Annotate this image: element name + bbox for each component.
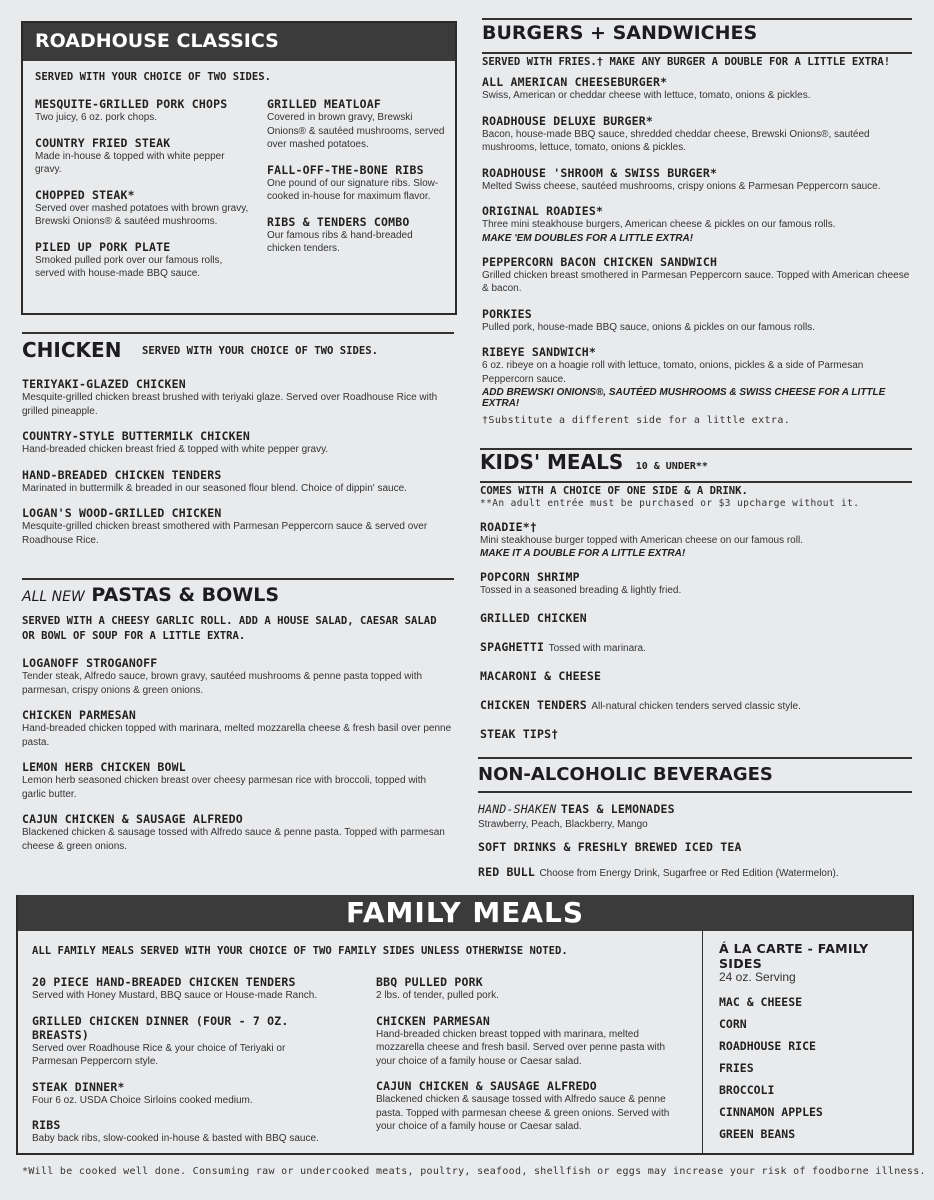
divider <box>482 18 912 20</box>
item-desc: Mesquite-grilled chicken breast smothered with Parmesan Peppercorn sauce & served over Roadhouse Rice. <box>22 521 428 546</box>
chicken-title: CHICKEN <box>22 338 122 362</box>
item-desc: Melted Swiss cheese, sautéed mushrooms, crispy onions & Parmesan Peppercorn sauce. <box>482 180 881 192</box>
divider <box>22 578 454 580</box>
item-desc: 2 lbs. of tender, pulled pork. <box>376 990 499 1001</box>
item-extra: MAKE 'EM DOUBLES FOR A LITTLE EXTRA! <box>482 232 694 244</box>
menu-item <box>482 204 912 244</box>
item-name: RIBS <box>32 1118 61 1132</box>
family-meals-title: FAMILY MEALS <box>18 895 912 931</box>
pastas-title: PASTAS & BOWLS <box>91 584 280 606</box>
menu-item <box>32 975 352 1003</box>
item-desc: Blackened chicken & sausage tossed with Alfredo sauce & penne pasta. Topped with parmesan cheese & green onions. Served with your choice of a family house or Caesar salad. <box>376 1094 670 1132</box>
item-desc: Two juicy, 6 oz. pork chops. <box>35 112 158 123</box>
item-desc: Tossed in a seasoned breading & lightly fried. <box>480 585 682 596</box>
family-sides-title: Á LA CARTE - FAMILY SIDES <box>719 941 869 971</box>
item-name: 20 PIECE HAND-BREADED CHICKEN TENDERS <box>32 975 296 989</box>
menu-item <box>480 669 910 683</box>
item-desc: Mesquite-grilled chicken breast brushed with teriyaki glaze. Served over Roadhouse Rice with grilled pineapple. <box>22 392 438 417</box>
divider <box>482 52 912 54</box>
item-name: RIBEYE SANDWICH* <box>482 345 596 359</box>
item-name: STEAK TIPS† <box>480 726 559 741</box>
item-name: GRILLED CHICKEN DINNER (FOUR - 7 OZ. BREASTS) <box>32 1013 289 1042</box>
item-name: LOGANOFF STROGANOFF <box>22 656 158 670</box>
item-desc: Three mini steakhouse burgers, American cheese & pickles on our famous rolls. <box>482 219 836 230</box>
menu-item <box>482 75 912 103</box>
item-name: MESQUITE-GRILLED PORK CHOPS <box>35 97 228 111</box>
item-desc: Our famous ribs & hand-breaded chicken tenders. <box>267 229 413 254</box>
item-desc: Baby back ribs, slow-cooked in-house & basted with BBQ sauce. <box>32 1133 319 1144</box>
menu-item <box>480 638 910 656</box>
side-item: CINNAMON APPLES <box>719 1104 823 1119</box>
item-desc: Served over Roadhouse Rice & your choice of Teriyaki or Parmesan Peppercorn style. <box>32 1042 286 1067</box>
pastas-subtitle: SERVED WITH A CHEESY GARLIC ROLL. ADD A HOUSE SALAD, CAESAR SALAD OR BOWL OF SOUP FOR A LITTLE EXTRA. <box>22 615 437 642</box>
menu-item <box>376 1079 676 1134</box>
menu-item <box>480 570 910 598</box>
family-sides-serving: 24 oz. Serving <box>719 970 796 984</box>
item-desc: All-natural chicken tenders served classic style. <box>591 700 801 712</box>
menu-item <box>22 377 452 418</box>
family-right-column <box>376 965 676 1134</box>
menu-item <box>22 506 452 547</box>
side-item: CORN <box>719 1016 747 1031</box>
item-desc: Smoked pulled pork over our famous rolls, served with house-made BBQ sauce. <box>35 254 223 279</box>
beverages-title: NON-ALCOHOLIC BEVERAGES <box>478 764 773 785</box>
item-desc: Blackened chicken & sausage tossed with Alfredo sauce & penne pasta. Topped with parmesan cheese & green onions. <box>22 827 445 852</box>
side-item: GREEN BEANS <box>719 1126 796 1141</box>
item-name: COUNTRY FRIED STEAK <box>35 135 171 150</box>
item-desc: Tender steak, Alfredo sauce, brown gravy, sautéed mushrooms & penne pasta topped with parmesan, crispy onions & green onions. <box>22 671 423 696</box>
item-name: ROADHOUSE DELUXE BURGER* <box>482 113 653 128</box>
beverages-section <box>478 760 912 881</box>
item-desc: Marinated in buttermilk & breaded in our seasoned flour blend. Choice of dippin' sauce. <box>22 482 407 494</box>
roadhouse-classics-section <box>21 21 457 315</box>
chicken-section <box>22 338 452 547</box>
menu-item <box>32 1014 352 1069</box>
divider <box>478 791 912 793</box>
item-name: CAJUN CHICKEN & SAUSAGE ALFREDO <box>22 812 243 826</box>
item-name: RIBS & TENDERS COMBO <box>267 214 410 229</box>
item-name: MACARONI & CHEESE <box>480 668 602 683</box>
item-desc: Pulled pork, house-made BBQ sauce, onions & pickles on our famous rolls. <box>482 321 815 333</box>
menu-item <box>22 812 452 853</box>
item-desc: Tossed with marinara. <box>548 642 646 654</box>
item-desc: Served with Honey Mustard, BBQ sauce or House-made Ranch. <box>32 990 318 1001</box>
item-desc: Four 6 oz. USDA Choice Sirloins cooked medium. <box>32 1094 253 1106</box>
item-name: ROADHOUSE 'SHROOM & SWISS BURGER* <box>482 165 718 180</box>
item-desc: Bacon, house-made BBQ sauce, shredded cheddar cheese, Brewski Onions®, sautéed mushrooms, lettuce, tomato, onions & pickles. <box>482 128 870 153</box>
menu-item <box>22 708 452 749</box>
item-name: ORIGINAL ROADIES* <box>482 204 604 218</box>
family-meals-subtitle: ALL FAMILY MEALS SERVED WITH YOUR CHOICE OF TWO FAMILY SIDES UNLESS OTHERWISE NOTED. <box>32 945 568 957</box>
menu-item <box>35 136 250 177</box>
item-name: ROADIE*† <box>480 519 537 534</box>
burgers-section <box>482 22 912 428</box>
divider <box>480 481 912 483</box>
item-desc: Hand-breaded chicken breast fried & topped with white pepper gravy. <box>22 444 329 455</box>
roadhouse-classics-title: ROADHOUSE CLASSICS <box>23 23 455 61</box>
item-desc: Mini steakhouse burger topped with American cheese on our famous roll. <box>480 534 803 546</box>
menu-item <box>482 255 912 296</box>
roadhouse-classics-subtitle: SERVED WITH YOUR CHOICE OF TWO SIDES. <box>35 71 271 83</box>
menu-item <box>482 345 912 409</box>
side-item: MAC & CHEESE <box>719 994 803 1009</box>
item-desc: Swiss, American or cheddar cheese with lettuce, tomato, onions & pickles. <box>482 90 811 101</box>
item-desc: Strawberry, Peach, Blackberry, Mango <box>478 819 648 830</box>
item-name: PILED UP PORK PLATE <box>35 239 171 254</box>
menu-item <box>267 97 445 152</box>
menu-item <box>22 429 452 457</box>
item-extra: ADD BREWSKI ONIONS®, SAUTÉED MUSHROOMS & SWISS CHEESE FOR A LITTLE EXTRA! <box>482 387 886 409</box>
item-extra: MAKE IT A DOUBLE FOR A LITTLE EXTRA! <box>480 548 686 559</box>
kids-section <box>480 450 910 741</box>
item-name: CHICKEN TENDERS <box>480 697 587 712</box>
item-name: LEMON HERB CHICKEN BOWL <box>22 760 186 774</box>
kids-heading <box>480 450 910 474</box>
item-name: POPCORN SHRIMP <box>480 570 580 584</box>
menu-item <box>22 468 452 496</box>
menu-item <box>32 1080 352 1108</box>
item-desc: Lemon herb seasoned chicken breast over cheesy parmesan rice with broccoli, topped with garlic butter. <box>22 775 427 800</box>
footer-disclaimer: *Will be cooked well done. Consuming raw or undercooked meats, poultry, seafood, shellfish or eggs may increase your risk of foodborne illness. <box>22 1166 926 1177</box>
item-desc: One pound of our signature ribs. Slow-cooked in-house for maximum flavor. <box>267 177 439 202</box>
item-name: LOGAN'S WOOD-GRILLED CHICKEN <box>22 506 222 520</box>
family-meals-section <box>16 895 914 1155</box>
menu-item <box>478 863 912 881</box>
item-name: SOFT DRINKS & FRESHLY BREWED ICED TEA <box>478 839 742 854</box>
item-name: PORKIES <box>482 306 532 321</box>
menu-item <box>482 166 912 194</box>
burgers-note: †Substitute a different side for a little extra. <box>482 415 791 426</box>
item-name: RED BULL <box>478 864 535 879</box>
divider <box>22 332 454 334</box>
roadhouse-classics-right-column <box>267 83 445 256</box>
menu-item <box>480 520 910 560</box>
item-name: CAJUN CHICKEN & SAUSAGE ALFREDO <box>376 1079 597 1093</box>
item-desc: Made in-house & topped with white pepper gravy. <box>35 150 225 175</box>
item-name: GRILLED CHICKEN <box>480 610 587 625</box>
menu-item <box>376 975 676 1003</box>
item-name: CHOPPED STEAK* <box>35 187 135 202</box>
burgers-subtitle: SERVED WITH FRIES.† MAKE ANY BURGER A DOUBLE FOR A LITTLE EXTRA! <box>482 56 891 68</box>
menu-item <box>478 840 912 854</box>
divider <box>478 757 912 759</box>
item-name: CHICKEN PARMESAN <box>376 1013 490 1028</box>
menu-item <box>480 611 910 625</box>
item-name: SPAGHETTI <box>480 639 545 654</box>
item-prefix: HAND-SHAKEN <box>478 802 557 816</box>
item-desc: Hand-breaded chicken topped with marinara, melted mozzarella cheese & fresh basil over penne pasta. <box>22 723 452 748</box>
item-name: STEAK DINNER* <box>32 1079 125 1094</box>
menu-item <box>376 1014 676 1069</box>
menu-item <box>35 97 250 125</box>
kids-subtitle: COMES WITH A CHOICE OF ONE SIDE & A DRINK. <box>480 485 748 497</box>
item-desc: 6 oz. ribeye on a hoagie roll with lettuce, tomato, onions, pickles & a side of Parmesan Peppercorn sauce. <box>482 360 864 385</box>
menu-item <box>480 727 910 741</box>
item-desc: Choose from Energy Drink, Sugarfree or Red Edition (Watermelon). <box>539 867 839 879</box>
kids-note: **An adult entrée must be purchased or $3 upcharge without it. <box>480 498 860 509</box>
side-item: FRIES <box>719 1060 754 1075</box>
item-name: CHICKEN PARMESAN <box>22 708 136 722</box>
menu-item <box>482 307 912 335</box>
menu-item <box>267 215 445 256</box>
menu-item <box>482 114 912 155</box>
pastas-heading <box>22 584 452 606</box>
item-name: BBQ PULLED PORK <box>376 975 483 989</box>
menu-item <box>480 696 910 714</box>
burgers-title: BURGERS + SANDWICHES <box>482 22 758 44</box>
pastas-section <box>22 584 452 853</box>
menu-item <box>22 760 452 801</box>
item-desc: Hand-breaded chicken breast topped with marinara, melted mozzarella cheese and fresh basil. Served over penne pasta with your choice of a family house or Caesar salad. <box>376 1028 666 1067</box>
item-name: TEAS & LEMONADES <box>560 802 675 816</box>
item-name: PEPPERCORN BACON CHICKEN SANDWICH <box>482 254 718 269</box>
menu-item <box>267 163 445 204</box>
item-name: COUNTRY-STYLE BUTTERMILK CHICKEN <box>22 429 250 443</box>
kids-title: KIDS' MEALS <box>480 450 624 474</box>
item-name: GRILLED MEATLOAF <box>267 97 381 111</box>
menu-item <box>35 188 250 229</box>
item-name: ALL AMERICAN CHEESEBURGER* <box>482 75 668 89</box>
chicken-subtitle: SERVED WITH YOUR CHOICE OF TWO SIDES. <box>142 345 378 357</box>
kids-age: 10 & UNDER** <box>635 461 708 472</box>
menu-item <box>478 800 912 832</box>
menu-item <box>22 656 452 697</box>
menu-item <box>35 240 250 281</box>
item-name: HAND-BREADED CHICKEN TENDERS <box>22 467 222 482</box>
item-desc: Grilled chicken breast smothered in Parmesan Peppercorn sauce. Topped with American cheese & bacon. <box>482 269 910 294</box>
item-name: TERIYAKI-GLAZED CHICKEN <box>22 377 186 391</box>
item-desc: Covered in brown gravy, Brewski Onions® & sautéed mushrooms, served over mashed potatoes. <box>267 112 445 150</box>
menu-item <box>32 1118 352 1146</box>
side-item: ROADHOUSE RICE <box>719 1038 816 1053</box>
family-sides-panel <box>702 931 912 1153</box>
family-left-column <box>32 965 352 1146</box>
side-item: BROCCOLI <box>719 1082 775 1097</box>
roadhouse-classics-left-column <box>35 83 250 281</box>
item-desc: Served over mashed potatoes with brown gravy, Brewski Onions® & sautéed mushrooms. <box>35 202 249 227</box>
item-name: FALL-OFF-THE-BONE RIBS <box>267 162 424 177</box>
pastas-prefix: ALL NEW <box>22 589 85 605</box>
